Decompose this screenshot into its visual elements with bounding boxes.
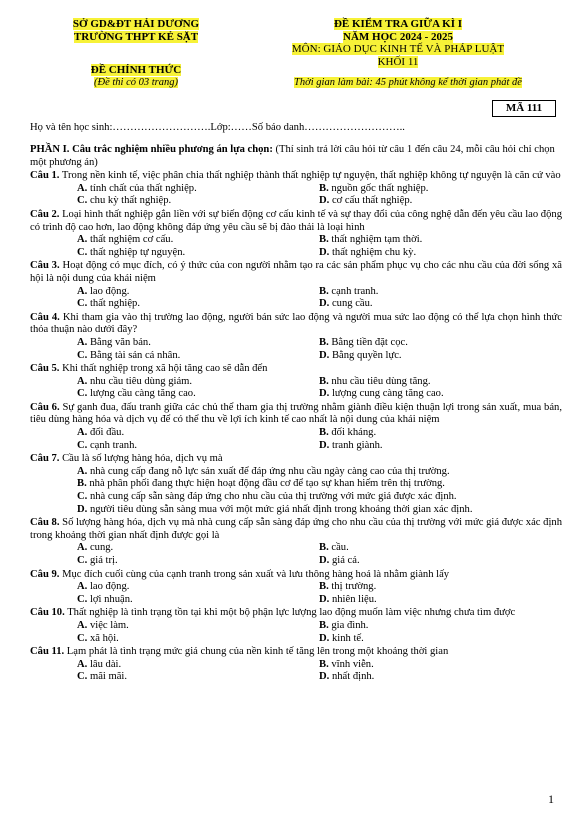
option-letter: C. <box>77 195 88 207</box>
options-grid <box>30 183 562 208</box>
page-number: 1 <box>548 792 554 806</box>
option-text: nhà phân phối đang thực hiện hoạt động đầu cơ để tạo sự khan hiếm trên thị trường. <box>86 478 445 490</box>
option-text: giá cả. <box>329 555 360 566</box>
option-letter: D. <box>319 349 330 361</box>
exam-title: ĐỀ KIỂM TRA GIỮA KÌ I <box>333 18 463 30</box>
option-letter: C. <box>77 593 88 605</box>
option <box>319 195 561 208</box>
option-text: lao động. <box>87 581 130 593</box>
option <box>77 440 319 453</box>
option-text: cạnh tranh. <box>87 439 138 451</box>
options-grid <box>30 427 562 452</box>
option-letter: D. <box>319 195 330 207</box>
question-4 <box>30 312 562 337</box>
option-text: Bằng tài sản cá nhân. <box>87 349 181 361</box>
option-letter: B. <box>319 285 329 297</box>
option-text: đối đầu. <box>87 427 125 439</box>
option <box>77 247 319 260</box>
part-title: PHẦN I. Câu trắc nghiệm nhiều phương án lựa chọn: <box>30 144 273 155</box>
option-letter: A. <box>77 542 88 554</box>
option-text: thất nghiệm tạm thời. <box>328 234 423 246</box>
option-letter: A. <box>77 336 88 348</box>
option <box>77 594 319 607</box>
option <box>77 298 319 311</box>
option-text: kinh tế. <box>329 632 364 644</box>
question-3 <box>30 260 562 285</box>
option-letter: A. <box>77 581 88 593</box>
option-text: Bằng quyền lực. <box>329 349 402 361</box>
question-text: Khi thất nghiệp trong xã hội tăng cao sẽ dẫn đến <box>59 363 268 375</box>
option-text: cạnh tranh. <box>328 285 379 297</box>
question-text: Số lượng hàng hóa, dịch vụ mà nhà cung cấp sẵn sàng đáp ứng cho nhu cầu của thị trường với mức giá được xác định trong khoảng thời gian nhất định được gọi là <box>30 517 563 541</box>
options-grid <box>30 337 562 362</box>
options-list <box>30 466 562 516</box>
page-count: (Đề thi có 03 trang) <box>94 77 178 88</box>
option-text: cung. <box>87 542 114 554</box>
option-text: lâu dài. <box>87 658 122 670</box>
option <box>77 388 319 401</box>
question-9 <box>30 569 562 582</box>
option <box>319 427 561 440</box>
option-letter: B. <box>319 581 329 593</box>
option-letter: B. <box>77 478 87 490</box>
grade: KHỐI 11 <box>377 55 419 68</box>
option-text: mãi mãi. <box>87 671 128 683</box>
option <box>77 555 319 568</box>
option-letter: C. <box>77 349 88 361</box>
question-text: Mục đích cuối cùng của cạnh tranh trong sản xuất và lưu thông hàng hoá là nhằm giành lấy <box>59 568 450 580</box>
option <box>77 620 319 633</box>
option-text: thất nghiệp. <box>87 298 140 310</box>
school-year: NĂM HỌC 2024 - 2025 <box>343 30 453 43</box>
option-letter: D. <box>319 298 330 310</box>
option-text: gia đình. <box>328 619 369 631</box>
option <box>319 620 561 633</box>
question-text: Trong nền kinh tế, việc phân chia thất nghiệp thành thất nghiệp tự nguyện, thất nghiệp không tự nguyện là căn cứ vào <box>59 170 561 182</box>
option-letter: A. <box>77 285 88 297</box>
option <box>319 659 561 672</box>
option <box>77 504 562 517</box>
option <box>319 234 561 247</box>
option-letter: A. <box>77 375 88 387</box>
time-limit: Thời gian làm bài: 45 phút không kể thời gian phát đề <box>294 77 522 88</box>
option-letter: C. <box>77 388 88 400</box>
option-text: tranh giành. <box>329 439 383 451</box>
question-number: Câu 3. <box>30 260 60 272</box>
exam-code: MÃ 111 <box>492 100 556 117</box>
question-number: Câu 4. <box>30 311 60 323</box>
option <box>77 581 319 594</box>
part-instruction: (Thí sinh trả lời câu hỏi từ câu 1 đến câu 24, mỗi câu hỏi chỉ chọn một phương án) <box>30 144 555 168</box>
option <box>319 183 561 196</box>
option <box>77 542 319 555</box>
official-label: ĐỀ CHÍNH THỨC <box>90 64 182 76</box>
option <box>77 286 319 299</box>
question-number: Câu 2. <box>30 208 60 220</box>
option-letter: D. <box>319 671 330 683</box>
option-text: nguồn gốc thất nghiệp. <box>328 182 429 194</box>
option-letter: B. <box>319 542 329 554</box>
options-grid <box>30 659 562 684</box>
question-number: Câu 1. <box>30 170 60 182</box>
option-letter: B. <box>319 234 329 246</box>
option-text: lao động. <box>87 285 130 297</box>
option-letter: D. <box>319 246 330 258</box>
option <box>77 376 319 389</box>
option-text: xã hội. <box>87 632 119 644</box>
option-text: Bằng văn bản. <box>87 336 151 348</box>
option-text: thất nghiệp tự nguyện. <box>87 246 186 258</box>
question-7 <box>30 453 562 466</box>
option <box>77 671 319 684</box>
option-letter: C. <box>77 246 88 258</box>
option-text: nhu cầu tiêu dùng giảm. <box>87 375 193 387</box>
option <box>319 350 561 363</box>
option-text: lợi nhuận. <box>87 593 133 605</box>
option-text: thị trường. <box>328 581 377 593</box>
option <box>77 337 319 350</box>
option <box>319 594 561 607</box>
question-text: Lạm phát là tình trạng mức giá chung của nền kinh tế tăng lên trong một khoảng thời gian <box>64 646 449 658</box>
option-text: cơ cấu thất nghiệp. <box>329 195 413 207</box>
subject: MÔN: GIÁO DỤC KINH TẾ VÀ PHÁP LUẬT <box>291 43 505 55</box>
option-letter: B. <box>319 336 329 348</box>
question-11 <box>30 646 562 659</box>
option-text: nhất định. <box>329 671 375 683</box>
option-text: nhà cung cấp sẵn sàng đáp ứng cho nhu cầu của thị trường với mức giá được xác định. <box>87 491 457 503</box>
option-letter: A. <box>77 182 88 194</box>
options-grid <box>30 581 562 606</box>
option-text: cầu. <box>328 542 349 554</box>
option <box>77 466 562 479</box>
question-text: Loại hình thất nghiệp gắn liền với sự biến động cơ cấu kinh tế và sự thay đổi của công nghệ dẫn đến yêu cầu lao động có trình độ cao hơn, lao động không đáp ứng yêu cầu sẽ bị đào thải là loại hình <box>30 208 562 233</box>
question-number: Câu 7. <box>30 453 60 465</box>
option-text: vĩnh viễn. <box>328 658 374 670</box>
option-text: việc làm. <box>87 619 129 631</box>
question-number: Câu 11. <box>30 646 65 658</box>
option-letter: A. <box>77 427 88 439</box>
question-number: Câu 9. <box>30 568 60 580</box>
options-grid <box>30 234 562 259</box>
option <box>77 491 562 504</box>
option-text: cung cầu. <box>329 298 373 310</box>
option-letter: D. <box>319 555 330 566</box>
option <box>77 427 319 440</box>
option-text: lượng cung càng tăng cao. <box>329 388 444 400</box>
option <box>319 388 561 401</box>
option-letter: C. <box>77 491 88 503</box>
header-right <box>228 18 568 68</box>
question-text: Thất nghiệp là tình trạng tồn tại khi một bộ phận lực lượng lao động muốn làm việc nhưng chưa tìm được <box>64 607 516 619</box>
dept-name: SỞ GD&ĐT HẢI DƯƠNG <box>72 18 200 30</box>
option-text: giá trị. <box>87 555 118 566</box>
option <box>319 542 561 555</box>
option-text: người tiêu dùng sẵn sàng mua với một mức giá nhất định trong khoảng thời gian xác định. <box>87 503 473 515</box>
option-text: thất nghiệm cơ cấu. <box>87 234 174 246</box>
option-letter: D. <box>319 439 330 451</box>
option-text: tính chất của thất nghiệp. <box>87 182 197 194</box>
option <box>319 581 561 594</box>
question-8 <box>30 517 562 542</box>
option-letter: D. <box>319 632 330 644</box>
question-10 <box>30 607 562 620</box>
student-info-line: Họ và tên học sinh:……………………….Lớp:……Số báo danh……………………….. <box>30 122 405 133</box>
question-text: Khi tham gia vào thị trường lao động, người bán sức lao động và người mua sức lao động có thể lựa chọn hình thức thỏa thuận nào dưới đây? <box>30 311 562 336</box>
option-text: thất nghiệm chu kỳ. <box>329 246 417 258</box>
question-number: Câu 10. <box>30 607 65 619</box>
option-letter: C. <box>77 555 88 566</box>
option-letter: B. <box>319 182 329 194</box>
option <box>77 350 319 363</box>
option-text: Bằng tiền đặt cọc. <box>328 336 408 348</box>
option <box>319 440 561 453</box>
option <box>319 555 561 568</box>
option <box>319 298 561 311</box>
question-number: Câu 6. <box>30 401 60 413</box>
option-letter: A. <box>77 465 88 477</box>
questions-section <box>30 144 562 684</box>
option-text: nhu cầu tiêu dùng tăng. <box>328 375 431 387</box>
option-text: lượng cầu càng tăng cao. <box>87 388 196 400</box>
option <box>77 234 319 247</box>
option-letter: C. <box>77 298 88 310</box>
option-letter: B. <box>319 658 329 670</box>
question-number: Câu 5. <box>30 363 60 375</box>
option-letter: B. <box>319 619 329 631</box>
option <box>319 286 561 299</box>
option <box>319 671 561 684</box>
option-letter: C. <box>77 632 88 644</box>
option <box>77 478 562 491</box>
option-letter: A. <box>77 619 88 631</box>
question-number: Câu 8. <box>30 517 60 529</box>
option-letter: D. <box>319 388 330 400</box>
option <box>319 337 561 350</box>
option-text: nhà cung cấp đang nỗ lực sản xuất để đáp ứng nhu cầu ngày càng cao của thị trường. <box>87 465 450 477</box>
options-grid <box>30 286 562 311</box>
option <box>319 247 561 260</box>
option-letter: B. <box>319 375 329 387</box>
question-6 <box>30 402 562 427</box>
question-1 <box>30 170 562 183</box>
question-text: Sự ganh đua, đấu tranh giữa các chủ thể tham gia thị trường nhằm giành điều kiện thuận lợi trong sản xuất, mua bán, tiêu dùng hàng hóa và dịch vụ để có thể thu về lợi ích kinh tế cao nhất là nội dung của khái niệm <box>30 401 563 426</box>
option-text: đối kháng. <box>328 427 377 439</box>
option <box>319 633 561 646</box>
option-text: chu kỳ thất nghiệp. <box>87 195 172 207</box>
option-letter: A. <box>77 234 88 246</box>
option-text: nhiên liệu. <box>329 593 377 605</box>
option-letter: C. <box>77 671 88 683</box>
question-2 <box>30 209 562 234</box>
options-grid <box>30 542 562 567</box>
question-text: Hoạt động có mục đích, có ý thức của con người nhằm tạo ra các sản phẩm phục vụ cho các nhu cầu của đời sống xã hội là nội dung của khái niệm <box>30 260 562 284</box>
options-grid <box>30 376 562 401</box>
school-name: TRƯỜNG THPT KẺ SẶT <box>73 30 199 43</box>
option <box>77 633 319 646</box>
option-letter: C. <box>77 439 88 451</box>
option <box>77 183 319 196</box>
question-5 <box>30 363 562 376</box>
part-heading <box>30 144 562 169</box>
option-letter: A. <box>77 658 88 670</box>
option <box>77 659 319 672</box>
option <box>77 195 319 208</box>
option-letter: D. <box>319 593 330 605</box>
question-text: Cầu là số lượng hàng hóa, dịch vụ mà <box>59 453 223 465</box>
option-letter: B. <box>319 427 329 439</box>
option <box>319 376 561 389</box>
option-letter: D. <box>77 503 88 515</box>
options-grid <box>30 620 562 645</box>
